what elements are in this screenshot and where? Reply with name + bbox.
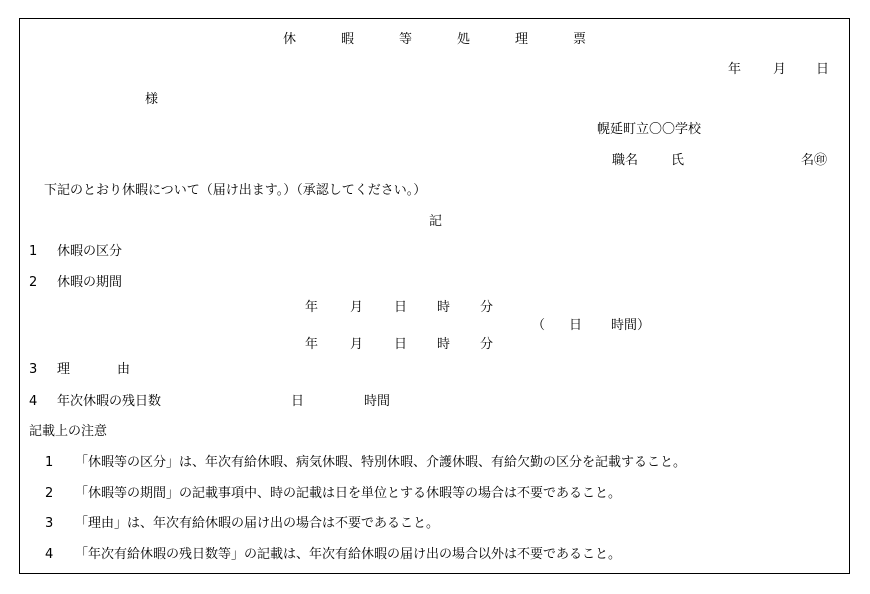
period-from-month: 月	[350, 300, 364, 315]
period-to-minute: 分	[480, 337, 494, 352]
period-from-year: 年	[305, 300, 319, 315]
note3-number: 3	[45, 516, 54, 531]
item1-label: 休暇の区分	[57, 244, 123, 259]
period-to-month: 月	[350, 337, 364, 352]
item3-number: 3	[29, 362, 38, 377]
title-char-4: 処	[457, 32, 471, 47]
note4-number: 4	[45, 547, 54, 562]
period-from-minute: 分	[480, 300, 494, 315]
period-to-day: 日	[394, 337, 408, 352]
item4-number: 4	[29, 394, 38, 409]
period-from-day: 日	[394, 300, 408, 315]
item1-number: 1	[29, 244, 38, 259]
note1-number: 1	[45, 455, 54, 470]
title-char-2: 暇	[341, 32, 355, 47]
item3-label-b: 由	[117, 362, 131, 377]
title-char-1: 休	[283, 32, 297, 47]
note1-text: 「休暇等の区分」は、年次有給休暇、病気休暇、特別休暇、介護休暇、有給欠勤の区分を記載すること。	[75, 455, 687, 470]
date-year: 年	[728, 62, 742, 77]
item2-number: 2	[29, 275, 38, 290]
period-total-hours: 時間）	[611, 318, 651, 333]
ki-label: 記	[429, 214, 443, 229]
seal-label: 名㊞	[801, 153, 828, 168]
intro-text: 下記のとおり休暇について（届け出ます。）（承認してください。）	[44, 183, 427, 198]
addressee-suffix: 様	[145, 92, 159, 107]
item2-label: 休暇の期間	[57, 275, 123, 290]
period-to-hour: 時	[437, 337, 451, 352]
period-total-open: （	[532, 318, 546, 333]
period-from-hour: 時	[437, 300, 451, 315]
date-day: 日	[816, 62, 830, 77]
item4-hours: 時間	[364, 394, 391, 409]
school-name: 幌延町立〇〇学校	[597, 122, 702, 137]
title-char-6: 票	[573, 32, 587, 47]
item3-label-a: 理	[57, 362, 71, 377]
note3-text: 「理由」は、年次有給休暇の届け出の場合は不要であること。	[75, 516, 440, 531]
item4-day: 日	[291, 394, 305, 409]
note2-text: 「休暇等の期間」の記載事項中、時の記載は日を単位とする休暇等の場合は不要であること。	[75, 486, 622, 501]
note2-number: 2	[45, 486, 54, 501]
note4-text: 「年次有給休暇の残日数等」の記載は、年次有給休暇の届け出の場合以外は不要であること。	[75, 547, 622, 562]
name-label: 氏	[671, 153, 685, 168]
date-month: 月	[773, 62, 787, 77]
item4-label: 年次休暇の残日数	[57, 394, 162, 409]
title-char-5: 理	[515, 32, 529, 47]
period-to-year: 年	[305, 337, 319, 352]
position-label: 職名	[612, 153, 639, 168]
title-char-3: 等	[399, 32, 413, 47]
notes-heading: 記載上の注意	[29, 424, 108, 439]
period-total-day: 日	[569, 318, 583, 333]
